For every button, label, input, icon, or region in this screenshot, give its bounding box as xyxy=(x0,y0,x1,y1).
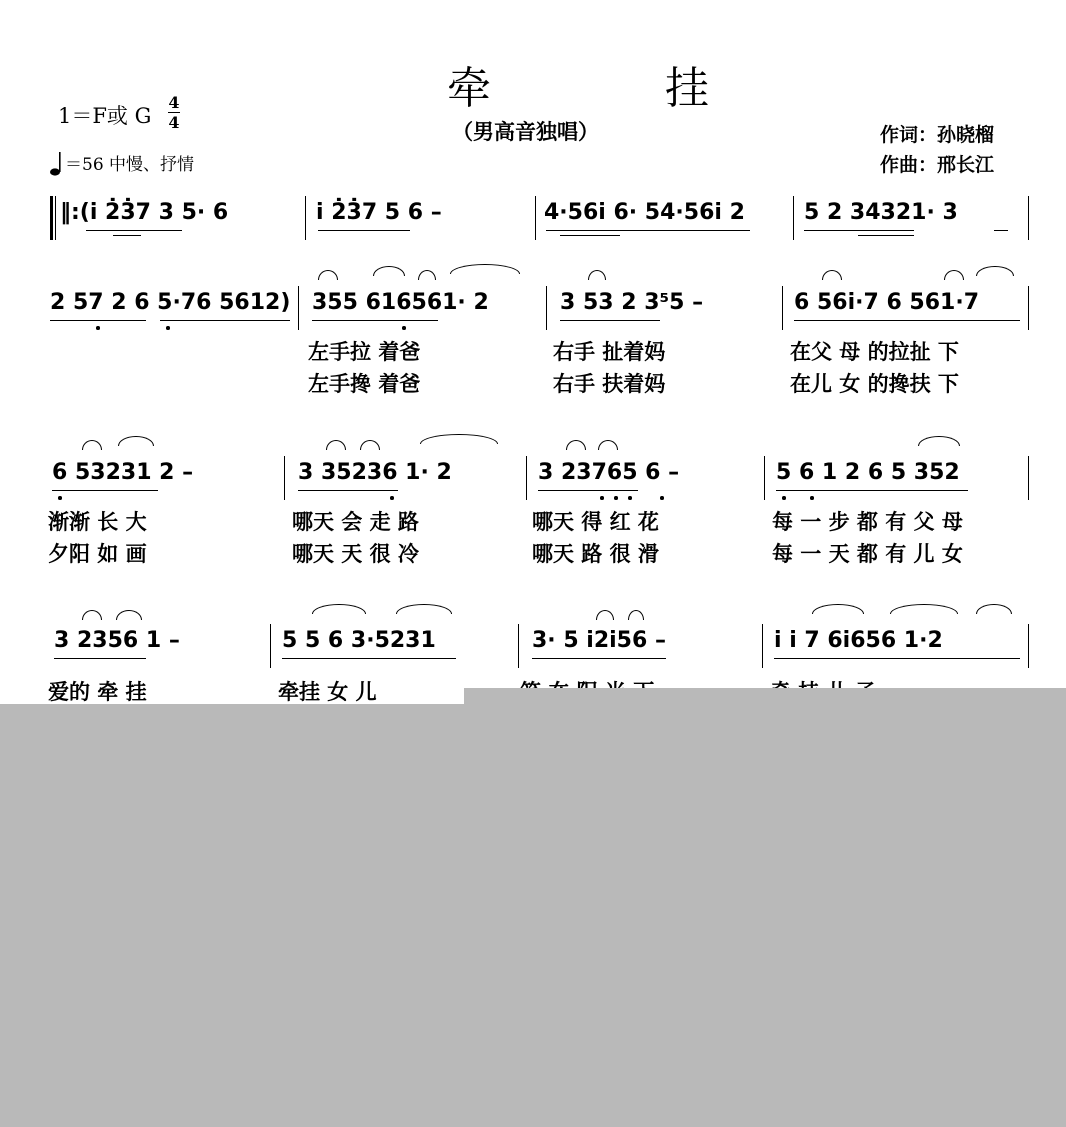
beam xyxy=(546,230,750,231)
lyric-verse2: 哪天 天 很 冷 xyxy=(292,542,419,566)
lyric-verse1: 牵挂 女 儿 xyxy=(278,680,377,704)
lyric-verse1: 爱的 牵 挂 xyxy=(48,680,147,704)
beam xyxy=(54,658,146,659)
lyric-verse1: 右手 扯着妈 xyxy=(553,340,666,364)
beam xyxy=(560,235,620,236)
measure-9: 6 53231 2 – xyxy=(52,460,194,485)
slur xyxy=(598,440,618,450)
barline xyxy=(793,196,794,240)
measure-12: 5 6 1 2 6 5 352 xyxy=(776,460,960,485)
beam xyxy=(113,235,141,236)
slur xyxy=(588,270,606,280)
measure-5: 2 57 2 6 5·76 5612) xyxy=(50,290,291,315)
lyric-verse2: 每 一 天 都 有 儿 女 xyxy=(772,542,963,566)
barline xyxy=(284,456,285,500)
measure-10: 3 35236 1· 2 xyxy=(298,460,452,485)
barline xyxy=(270,624,271,668)
slur xyxy=(118,436,154,446)
measure-6: 355 616561· 2 xyxy=(312,290,489,315)
slur xyxy=(976,266,1014,276)
barline xyxy=(1028,286,1029,330)
low-octave-dot xyxy=(600,496,604,500)
measure-1: ‖:(i 2̇3̇7 3 5· 6 xyxy=(60,200,229,225)
barline xyxy=(762,624,763,668)
low-octave-dot xyxy=(660,496,664,500)
lyric-verse1: 左手拉 着爸 xyxy=(308,340,421,364)
lyricist-credit: 作词：孙晓榴 xyxy=(880,124,995,146)
slur xyxy=(976,604,1012,614)
measure-14: 5 5 6 3·5231 xyxy=(282,628,436,653)
lyric-verse2: 哪天 路 很 滑 xyxy=(532,542,659,566)
time-signature xyxy=(168,94,180,131)
beam xyxy=(794,320,1020,321)
beam xyxy=(52,490,158,491)
slur xyxy=(812,604,864,614)
low-octave-dot xyxy=(782,496,786,500)
slur xyxy=(396,604,452,614)
beam xyxy=(774,658,1020,659)
beam xyxy=(858,235,914,236)
lyric-verse2: 夕阳 如 画 xyxy=(48,542,147,566)
low-octave-dot xyxy=(614,496,618,500)
slur xyxy=(116,610,142,620)
song-title: 牵 挂 xyxy=(447,63,789,114)
lyric-verse2: 左手搀 着爸 xyxy=(308,372,421,396)
song-subtitle: （男高音独唱） xyxy=(452,119,599,144)
measure-15: 3· 5 i2i56 – xyxy=(532,628,666,653)
measure-11: 3 23765 6 – xyxy=(538,460,680,485)
lyric-verse2: 右手 扶着妈 xyxy=(553,372,666,396)
measure-4: 5 2 34321· 3 xyxy=(804,200,958,225)
slur xyxy=(373,266,405,276)
slur xyxy=(918,436,960,446)
key-signature: 1＝F或 G xyxy=(58,104,152,128)
barline xyxy=(546,286,547,330)
beam xyxy=(86,230,182,231)
barline xyxy=(1028,456,1029,500)
lyric-verse1: 哪天 得 红 花 xyxy=(532,510,659,534)
beam xyxy=(532,658,666,659)
lyric-verse1: 在父 母 的拉扯 下 xyxy=(790,340,959,364)
slur xyxy=(628,610,644,620)
beam xyxy=(160,320,290,321)
low-octave-dot xyxy=(58,496,62,500)
tempo-text: ＝56 中慢、抒情 xyxy=(65,155,195,175)
barline xyxy=(298,286,299,330)
barline xyxy=(535,196,536,240)
meter-bottom: 4 xyxy=(168,113,180,132)
measure-13: 3 2356 1 – xyxy=(54,628,180,653)
gray-overlay xyxy=(0,704,1066,1127)
slur xyxy=(326,440,346,450)
quarter-note-icon xyxy=(50,151,62,177)
lyric-verse1: 渐渐 长 大 xyxy=(48,510,147,534)
slur xyxy=(944,270,964,280)
slur xyxy=(418,270,436,280)
beam xyxy=(560,320,660,321)
barline xyxy=(518,624,519,668)
beam xyxy=(50,320,146,321)
low-octave-dot xyxy=(628,496,632,500)
slur xyxy=(360,440,380,450)
beam xyxy=(312,320,438,321)
low-octave-dot xyxy=(390,496,394,500)
slur xyxy=(890,604,958,614)
lyric-verse1: 每 一 步 都 有 父 母 xyxy=(772,510,963,534)
beam xyxy=(994,230,1008,231)
slur xyxy=(420,434,498,444)
low-octave-dot xyxy=(810,496,814,500)
beam xyxy=(282,658,456,659)
slur xyxy=(82,440,102,450)
barline xyxy=(305,196,306,240)
meter-top: 4 xyxy=(168,93,180,112)
barline xyxy=(782,286,783,330)
barline xyxy=(526,456,527,500)
low-octave-dot xyxy=(166,326,170,330)
composer-credit: 作曲：邢长江 xyxy=(880,154,995,176)
slur xyxy=(82,610,102,620)
measure-2: i 2̇3̇7 5 6 – xyxy=(316,200,442,225)
barline xyxy=(764,456,765,500)
barline xyxy=(1028,624,1029,668)
beam xyxy=(804,230,914,231)
beam xyxy=(538,490,638,491)
beam xyxy=(776,490,968,491)
slur xyxy=(822,270,842,280)
low-octave-dot xyxy=(402,326,406,330)
lyric-verse2: 在儿 女 的搀扶 下 xyxy=(790,372,959,396)
slur xyxy=(312,604,366,614)
measure-8: 6 56i·7 6 561·7 xyxy=(794,290,980,315)
slur xyxy=(450,264,520,274)
slur xyxy=(566,440,586,450)
lyric-verse1: 哪天 会 走 路 xyxy=(292,510,419,534)
barline xyxy=(55,196,56,240)
slur xyxy=(596,610,614,620)
measure-3: 4·56i 6· 54·56i 2 xyxy=(544,200,745,225)
barline xyxy=(1028,196,1029,240)
low-octave-dot xyxy=(96,326,100,330)
slur xyxy=(318,270,338,280)
beam xyxy=(318,230,410,231)
repeat-start-barline xyxy=(50,196,53,240)
tempo-marking xyxy=(50,150,194,177)
measure-16: i i 7 6i656 1·2 xyxy=(774,628,943,653)
measure-7: 3 53 2 3⁵5 – xyxy=(560,290,704,315)
beam xyxy=(298,490,398,491)
